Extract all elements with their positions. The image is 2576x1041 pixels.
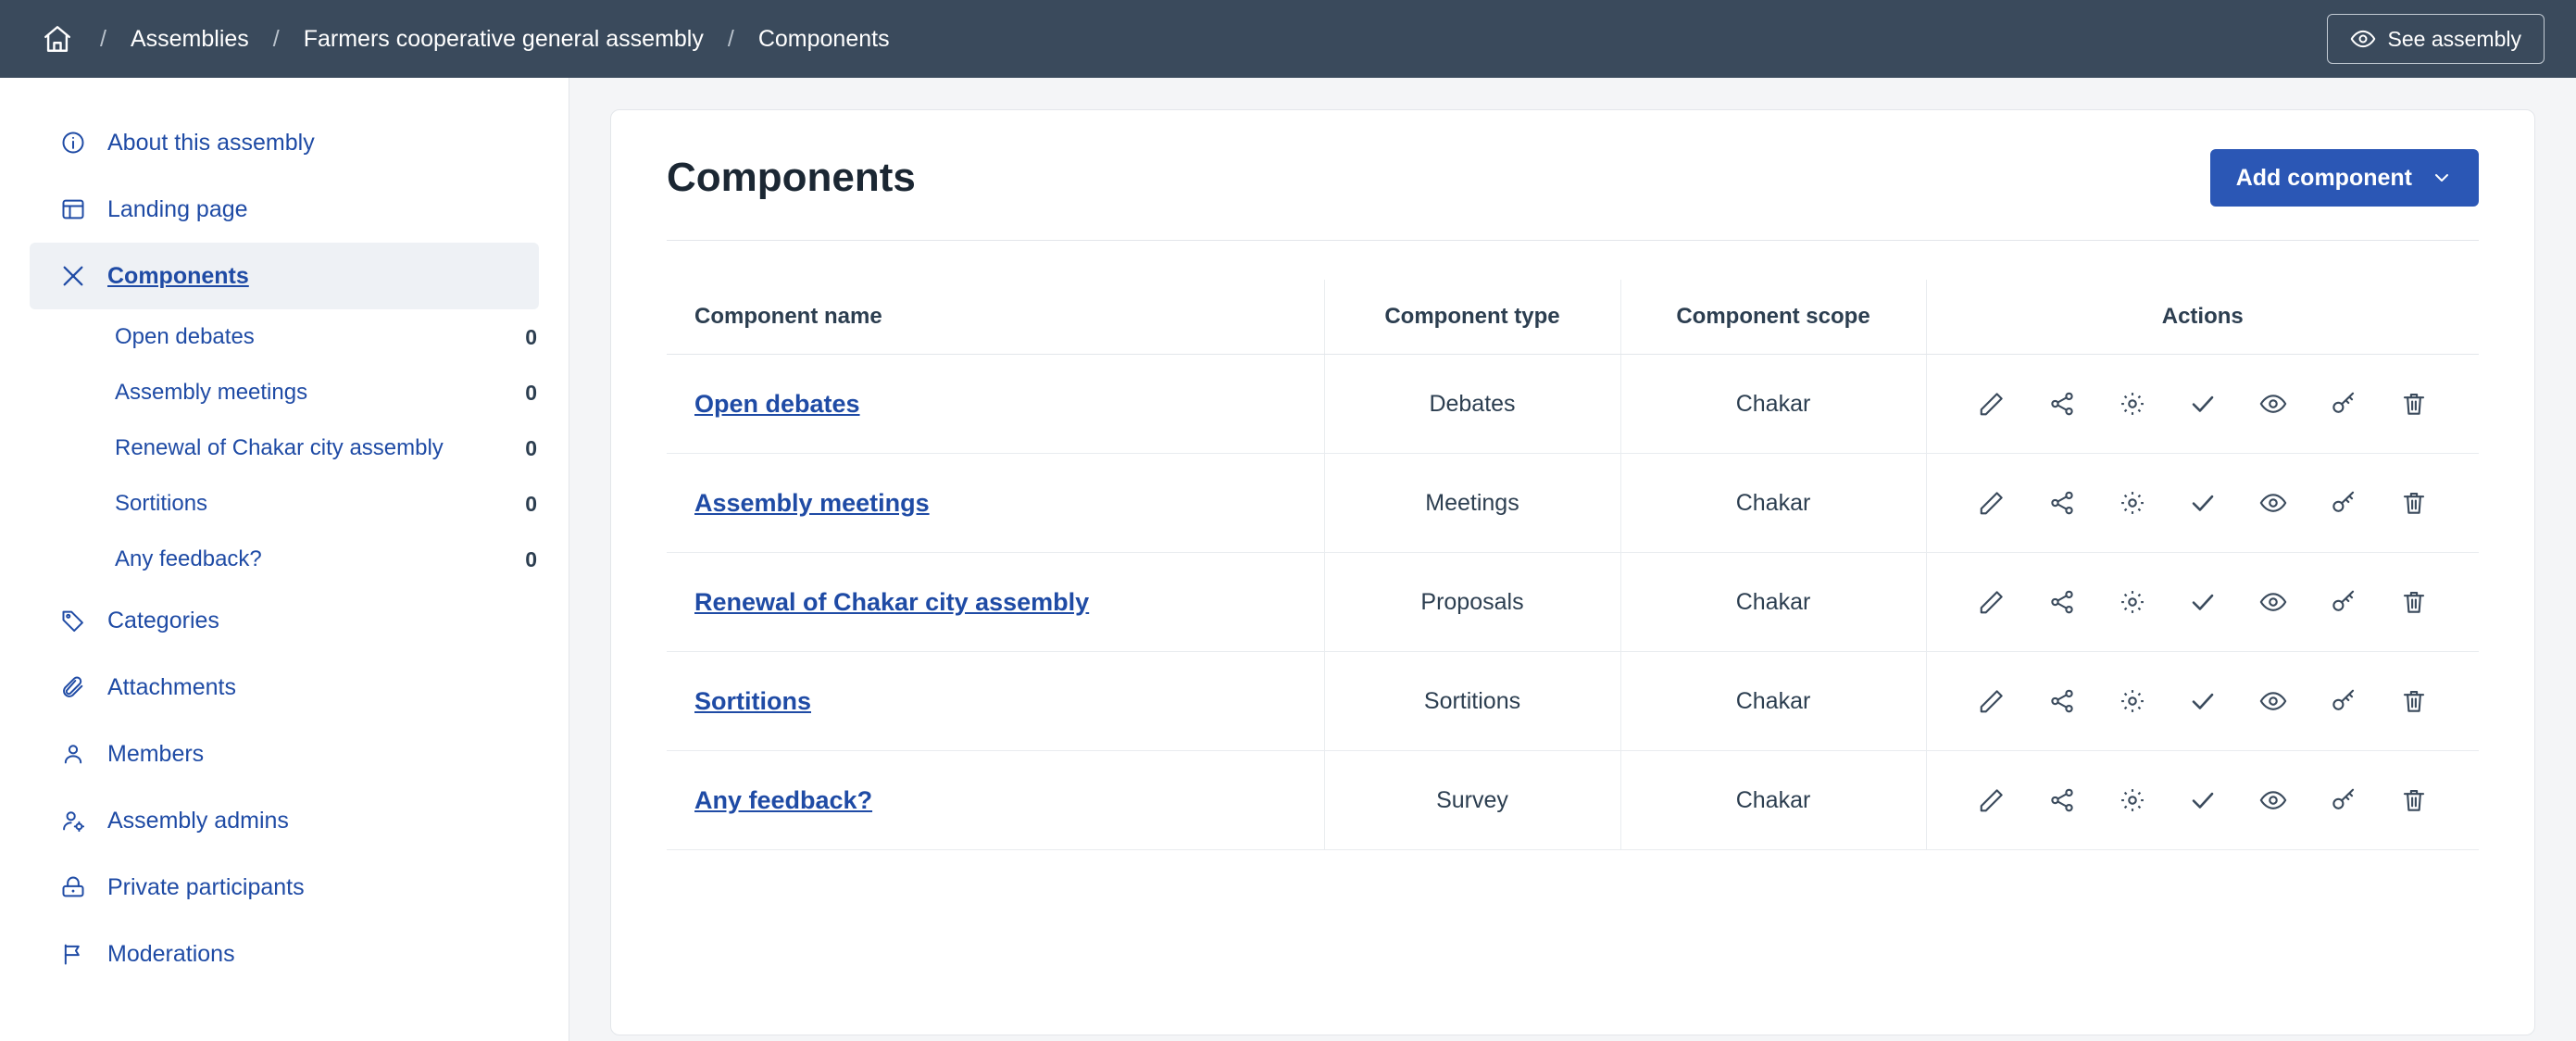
sidebar-subitem-count: 0 [525, 546, 537, 571]
breadcrumb-separator-3: / [727, 25, 734, 52]
share-icon[interactable] [2045, 584, 2080, 620]
cell-component-type: Proposals [1324, 553, 1620, 652]
eye-icon [2350, 26, 2376, 52]
sidebar-item-attachments[interactable] [30, 654, 539, 721]
trash-icon[interactable] [2396, 386, 2432, 421]
breadcrumb-separator-2: / [272, 25, 280, 52]
info-circle-icon [59, 129, 87, 157]
check-icon[interactable] [2185, 386, 2220, 421]
home-icon[interactable] [39, 20, 76, 57]
gear-icon[interactable] [2115, 783, 2150, 818]
sidebar-subitem-label: Any feedback? [115, 546, 262, 571]
sidebar-item-landing-page[interactable] [30, 176, 539, 243]
column-header-component-type: Component type [1324, 280, 1620, 355]
cell-component-name [667, 751, 1324, 850]
key-icon[interactable] [2326, 485, 2361, 520]
sidebar-item-categories[interactable] [30, 587, 539, 654]
eye-icon[interactable] [2256, 386, 2291, 421]
trash-icon[interactable] [2396, 783, 2432, 818]
breadcrumb-assembly-name[interactable]: Farmers cooperative general assembly [303, 25, 704, 52]
cell-actions [1926, 751, 2479, 850]
breadcrumb-components: Components [757, 25, 890, 52]
gear-icon[interactable] [2115, 584, 2150, 620]
trash-icon[interactable] [2396, 684, 2432, 719]
cell-actions [1926, 553, 2479, 652]
components-table [667, 280, 2479, 850]
sidebar-item-components[interactable] [30, 243, 539, 309]
sidebar-subitem-count: 0 [525, 324, 537, 349]
sidebar-subitem-assembly-meetings[interactable] [0, 365, 569, 420]
sidebar-item-label: Landing page [107, 195, 248, 222]
add-component-label: Add component [2235, 164, 2412, 191]
cell-component-scope: Chakar [1620, 454, 1926, 553]
sidebar-subitem-sortitions[interactable] [0, 476, 569, 532]
cell-component-name [667, 454, 1324, 553]
cell-component-scope: Chakar [1620, 652, 1926, 751]
check-icon[interactable] [2185, 783, 2220, 818]
pencil-icon[interactable] [1974, 783, 2009, 818]
sidebar-item-label: Components [107, 262, 249, 289]
sidebar-item-moderations[interactable] [30, 921, 539, 987]
cell-actions [1926, 355, 2479, 454]
cell-component-type: Debates [1324, 355, 1620, 454]
sidebar-subitem-renewal-of-chakar-city-assembly[interactable] [0, 420, 569, 476]
sidebar-item-label: About this assembly [107, 129, 315, 156]
pencil-icon[interactable] [1974, 386, 2009, 421]
sidebar-subitem-label: Sortitions [115, 491, 208, 516]
check-icon[interactable] [2185, 684, 2220, 719]
chevron-down-icon [2431, 167, 2453, 189]
component-link[interactable]: Sortitions [694, 686, 811, 715]
trash-icon[interactable] [2396, 584, 2432, 620]
sidebar-item-label: Private participants [107, 873, 305, 900]
tag-icon [59, 607, 87, 634]
user-icon [59, 740, 87, 768]
cell-component-scope: Chakar [1620, 751, 1926, 850]
sidebar-subitem-label: Renewal of Chakar city assembly [115, 435, 444, 460]
see-assembly-button[interactable] [2327, 14, 2545, 64]
flag-icon [59, 940, 87, 968]
cell-actions [1926, 652, 2479, 751]
component-link[interactable]: Renewal of Chakar city assembly [694, 587, 1090, 616]
see-assembly-label: See assembly [2387, 26, 2521, 51]
trash-icon[interactable] [2396, 485, 2432, 520]
cell-actions [1926, 454, 2479, 553]
page-title: Components [667, 155, 916, 200]
sidebar-item-label: Moderations [107, 940, 235, 967]
table-header-row [667, 280, 2479, 355]
key-icon[interactable] [2326, 584, 2361, 620]
table-row [667, 355, 2479, 454]
page-layout [0, 78, 2576, 1041]
layout-icon [59, 195, 87, 223]
component-link[interactable]: Open debates [694, 389, 860, 418]
key-icon[interactable] [2326, 684, 2361, 719]
sidebar-subitem-count: 0 [525, 380, 537, 405]
table-row [667, 553, 2479, 652]
share-icon[interactable] [2045, 684, 2080, 719]
cell-component-name [667, 553, 1324, 652]
panel-header [667, 149, 2479, 241]
cell-component-scope: Chakar [1620, 355, 1926, 454]
column-header-component-name: Component name [667, 280, 1324, 355]
component-link[interactable]: Assembly meetings [694, 488, 930, 517]
sidebar-subitem-label: Open debates [115, 324, 255, 349]
sidebar-item-about-this-assembly[interactable] [30, 109, 539, 176]
sidebar-subitem-any-feedback[interactable] [0, 532, 569, 587]
check-icon[interactable] [2185, 584, 2220, 620]
row-actions [1927, 584, 2480, 620]
key-icon[interactable] [2326, 783, 2361, 818]
eye-icon[interactable] [2256, 783, 2291, 818]
row-actions [1927, 386, 2480, 421]
components-panel [610, 109, 2535, 1035]
gear-icon[interactable] [2115, 485, 2150, 520]
puzzle-icon [59, 262, 87, 290]
sidebar-item-label: Assembly admins [107, 807, 289, 834]
eye-icon[interactable] [2256, 684, 2291, 719]
sidebar-subitem-label: Assembly meetings [115, 380, 308, 405]
pencil-icon[interactable] [1974, 684, 2009, 719]
sidebar-item-label: Categories [107, 607, 219, 633]
table-body [667, 355, 2479, 850]
sidebar-subitem-count: 0 [525, 435, 537, 460]
component-link[interactable]: Any feedback? [694, 785, 873, 814]
row-actions [1927, 684, 2480, 719]
sidebar [0, 78, 569, 1041]
row-actions [1927, 783, 2480, 818]
breadcrumb-assemblies[interactable]: Assemblies [130, 25, 249, 52]
table-row [667, 652, 2479, 751]
key-icon[interactable] [2326, 386, 2361, 421]
cell-component-type: Sortitions [1324, 652, 1620, 751]
gear-icon[interactable] [2115, 684, 2150, 719]
eye-icon[interactable] [2256, 584, 2291, 620]
cell-component-type: Meetings [1324, 454, 1620, 553]
cell-component-name [667, 355, 1324, 454]
sidebar-subitem-count: 0 [525, 491, 537, 516]
pencil-icon[interactable] [1974, 584, 2009, 620]
cell-component-name [667, 652, 1324, 751]
sidebar-subitem-open-debates[interactable] [0, 309, 569, 365]
sidebar-item-private-participants[interactable] [30, 854, 539, 921]
column-header-component-scope: Component scope [1620, 280, 1926, 355]
share-icon[interactable] [2045, 386, 2080, 421]
top-bar [0, 0, 2576, 78]
gear-icon[interactable] [2115, 386, 2150, 421]
sidebar-item-members[interactable] [30, 721, 539, 787]
pencil-icon[interactable] [1974, 485, 2009, 520]
sidebar-item-assembly-admins[interactable] [30, 787, 539, 854]
cell-component-type: Survey [1324, 751, 1620, 850]
share-icon[interactable] [2045, 485, 2080, 520]
table-row [667, 751, 2479, 850]
user-settings-icon [59, 807, 87, 834]
table-header [667, 280, 2479, 355]
column-header-actions: Actions [1926, 280, 2479, 355]
main-content [569, 78, 2576, 1041]
breadcrumb-separator-1: / [100, 25, 106, 52]
sidebar-item-label: Attachments [107, 673, 236, 700]
add-component-button[interactable] [2210, 149, 2479, 207]
cell-component-scope: Chakar [1620, 553, 1926, 652]
eye-icon[interactable] [2256, 485, 2291, 520]
sidebar-item-label: Members [107, 740, 205, 767]
row-actions [1927, 485, 2480, 520]
table-row [667, 454, 2479, 553]
share-icon[interactable] [2045, 783, 2080, 818]
check-icon[interactable] [2185, 485, 2220, 520]
paperclip-icon [59, 673, 87, 701]
user-lock-icon [59, 873, 87, 901]
